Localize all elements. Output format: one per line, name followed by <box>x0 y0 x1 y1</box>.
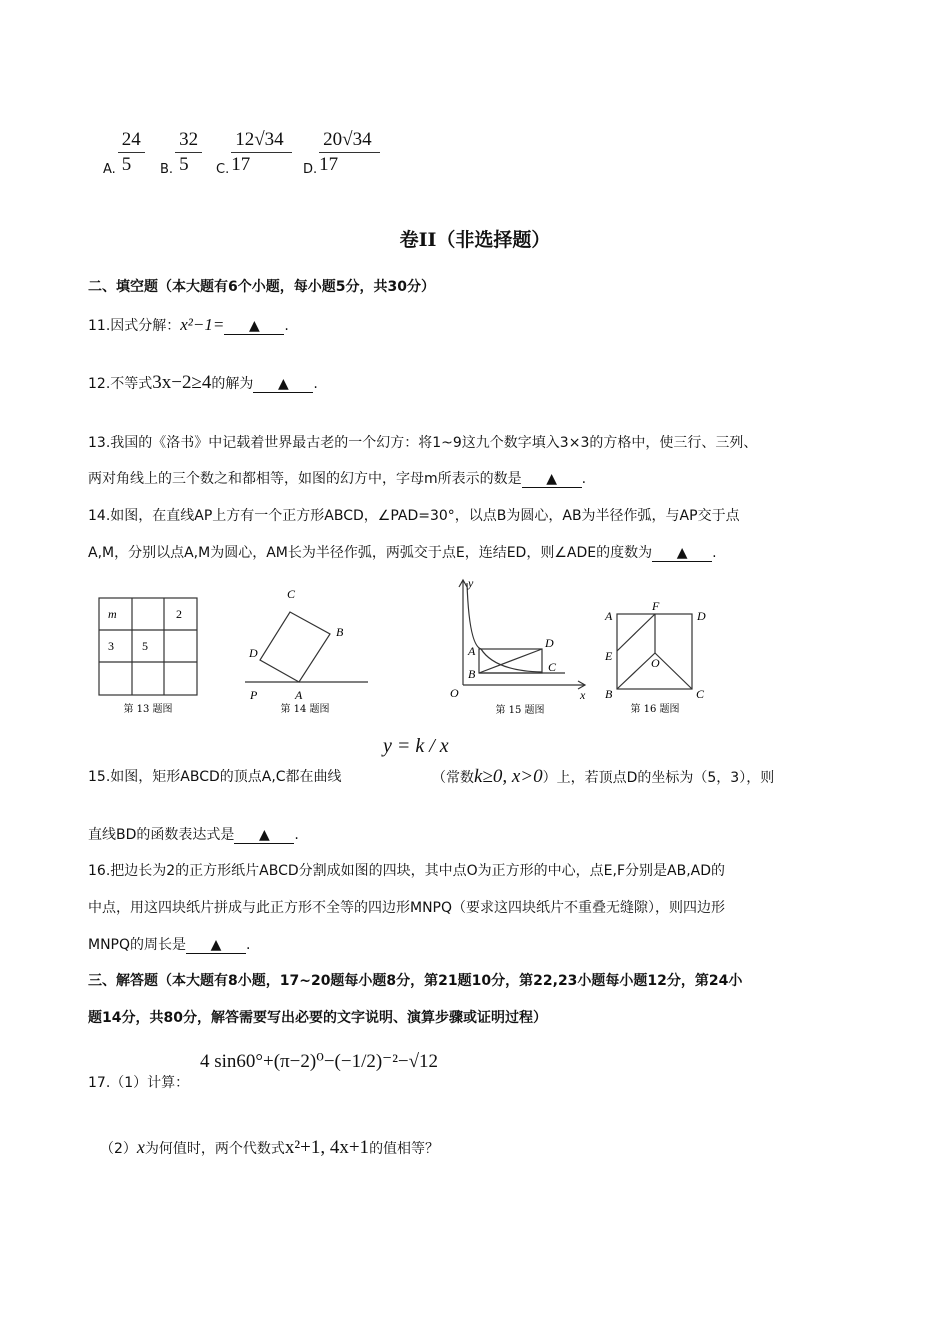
option-label: A. <box>103 162 116 177</box>
svg-text:P: P <box>250 688 258 702</box>
answer-blank: ▲ <box>522 471 582 488</box>
question-15-line2 <box>88 824 299 844</box>
cell-text: m <box>108 607 117 621</box>
denominator: 5 <box>179 154 189 175</box>
q-expr: x²+1, 4x+1 <box>284 1137 370 1158</box>
question-13-line2 <box>88 468 586 488</box>
option-d <box>303 128 380 177</box>
question-17-label: 17.（1）计算： <box>88 1075 190 1091</box>
q-expr: 3x−2≥4 <box>152 372 212 393</box>
svg-text:B: B <box>605 687 613 701</box>
q-text: 的解为 <box>211 376 254 392</box>
svg-text:O: O <box>450 686 459 700</box>
numerator: 24 <box>118 128 145 153</box>
fraction <box>319 128 379 177</box>
svg-text:D: D <box>545 636 554 650</box>
q-expr: x²−1= <box>180 315 225 334</box>
cell-text: 3 <box>108 639 114 653</box>
svg-text:C: C <box>548 660 557 674</box>
q-text: . <box>313 376 318 392</box>
figure-caption: 第 16 题图 <box>630 704 680 715</box>
svg-text:A: A <box>468 644 476 658</box>
q-text: MNPQ的周长是 <box>88 937 187 953</box>
formula: y = k / x <box>383 735 449 757</box>
denominator: 5 <box>121 154 132 175</box>
option-label: C. <box>216 162 230 177</box>
svg-text:y: y <box>468 576 474 590</box>
svg-text:A: A <box>605 609 613 623</box>
q-text: （2） <box>100 1141 137 1157</box>
svg-text:D: D <box>249 646 258 660</box>
figure-14-square <box>240 578 370 718</box>
q-text: . <box>712 545 717 561</box>
q-text: 两对角线上的三个数之和都相等，如图的幻方中，字母m所表示的数是 <box>88 471 522 487</box>
svg-text:C: C <box>696 687 705 701</box>
part3-heading-line1: 三、解答题（本大题有8小题，17~20题每小题8分，第21题10分，第22,23小题每小题12分，第24小 <box>88 973 743 989</box>
fraction <box>231 128 291 177</box>
q-text: 12.不等式 <box>88 376 153 392</box>
answer-blank: ▲ <box>224 318 284 335</box>
part2-heading: 二、填空题（本大题有6个小题，每小题5分，共30分） <box>88 279 435 295</box>
svg-text:B: B <box>336 625 344 639</box>
option-label: B. <box>160 162 174 177</box>
option-a <box>103 128 145 177</box>
q-text: ）上，若顶点D的坐标为（5，3），则 <box>542 770 775 786</box>
q-var: x <box>136 1137 145 1157</box>
question-15-cont <box>432 766 774 788</box>
answer-blank: ▲ <box>652 545 712 562</box>
svg-text:B: B <box>468 667 476 681</box>
question-17-expression: 4 sin60°+(π−2)⁰−(−1/2)⁻²−√12 <box>200 1051 439 1072</box>
question-17-part2 <box>100 1137 439 1159</box>
option-c <box>216 128 292 177</box>
numerator: 20√34 <box>319 128 379 153</box>
question-16-line2: 中点，用这四块纸片拼成与此正方形不全等的四边形MNPQ（要求这四块纸片不重叠无缝隙），则四边形 <box>88 900 726 916</box>
option-b <box>160 128 202 177</box>
question-15-text: 15.如图，矩形ABCD的顶点A,C都在曲线 <box>88 769 342 785</box>
question-16-line3 <box>88 934 250 954</box>
q-text: . <box>246 937 251 953</box>
q-text: A,M，分别以点A,M为圆心，AM长为半径作弧，两弧交于点E，连结ED，则∠ADE的度数为 <box>88 545 653 561</box>
svg-text:D: D <box>697 609 706 623</box>
q-text: . <box>294 827 299 843</box>
fraction <box>118 128 145 177</box>
q-text: 为何值时，两个代数式 <box>144 1141 285 1157</box>
svg-text:O: O <box>651 656 660 670</box>
fraction <box>175 128 202 177</box>
cell-text: 2 <box>176 607 182 621</box>
curve-formula <box>383 735 449 758</box>
answer-blank: ▲ <box>186 937 246 954</box>
question-14-line1: 14.如图，在直线AP上方有一个正方形ABCD，∠PAD=30°，以点B为圆心，AB为半径作弧，与AP交于点 <box>88 508 740 524</box>
question-14-line2 <box>88 542 717 562</box>
figure-caption: 第 14 题图 <box>280 704 330 715</box>
question-16-line1: 16.把边长为2的正方形纸片ABCD分割成如图的四块，其中点O为正方形的中心，点E,F分别是AB,AD的 <box>88 863 726 879</box>
question-11 <box>88 315 289 335</box>
numerator: 12√34 <box>231 128 291 153</box>
option-label: D. <box>303 162 318 177</box>
q-text: 11.因式分解： <box>88 318 181 334</box>
figure-13-magic-square <box>92 590 210 718</box>
section-title: 卷II（非选择题） <box>399 229 551 251</box>
cell-text: 5 <box>142 639 148 653</box>
figure-15-hyperbola <box>445 575 590 720</box>
q-text: . <box>284 318 289 334</box>
numerator: 32 <box>175 128 202 153</box>
figure-caption: 第 13 题图 <box>123 704 173 715</box>
answer-blank: ▲ <box>253 376 313 393</box>
figure-16-square <box>600 598 715 718</box>
svg-text:C: C <box>287 587 296 601</box>
q-text: . <box>581 471 587 487</box>
svg-text:A: A <box>295 688 303 702</box>
svg-text:E: E <box>605 649 613 663</box>
q-text: 的值相等？ <box>369 1141 440 1157</box>
denominator: 17 <box>231 154 251 175</box>
denominator: 17 <box>319 154 339 175</box>
q-expr: k≥0, x>0 <box>474 766 543 787</box>
answer-blank: ▲ <box>234 827 294 844</box>
q-text: （常数 <box>432 770 474 786</box>
q-text: 直线BD的函数表达式是 <box>88 827 235 843</box>
svg-text:x: x <box>580 688 586 702</box>
part3-heading-line2: 题14分，共80分，解答需要写出必要的文字说明、演算步骤或证明过程） <box>88 1010 547 1026</box>
figure-caption: 第 15 题图 <box>495 705 545 716</box>
svg-text:F: F <box>652 599 660 613</box>
question-13-line1: 13.我国的《洛书》中记载着世界最古老的一个幻方：将1~9这九个数字填入3×3的方格中，使三行、三列、 <box>88 435 758 451</box>
question-12 <box>88 372 318 394</box>
